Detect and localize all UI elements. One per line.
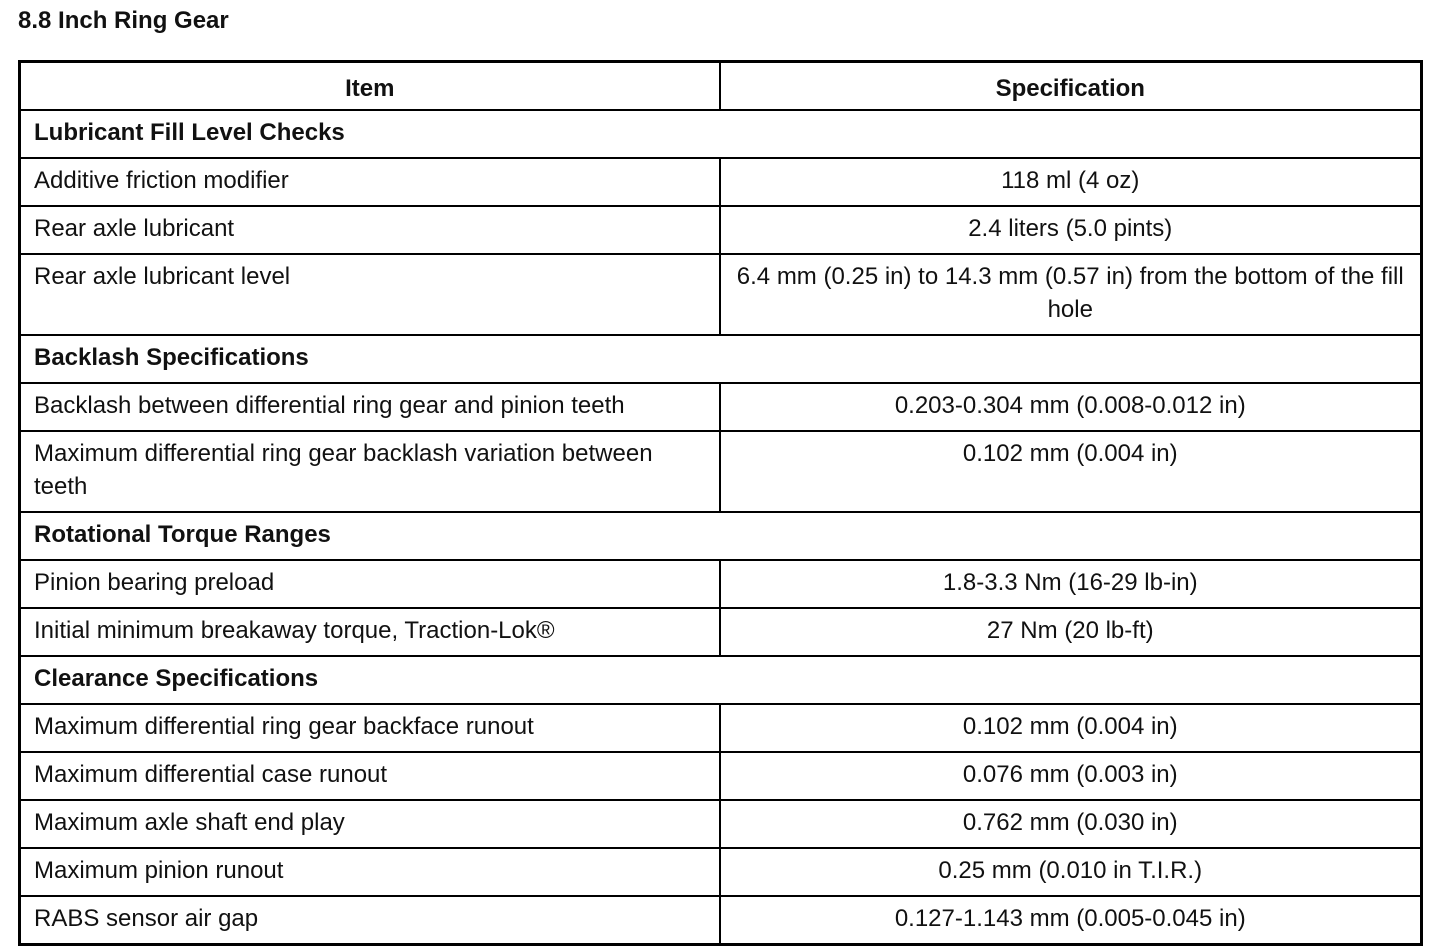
item-cell: Rear axle lubricant [20,206,720,254]
table-row [20,254,1422,335]
item-cell: Pinion bearing preload [20,560,720,608]
spec-cell: 2.4 liters (5.0 pints) [720,206,1422,254]
table-row [20,800,1422,848]
spec-cell: 0.25 mm (0.010 in T.I.R.) [720,848,1422,896]
section-heading: Clearance Specifications [20,656,1422,704]
section-heading: Lubricant Fill Level Checks [20,110,1422,158]
spec-cell: 0.076 mm (0.003 in) [720,752,1422,800]
item-cell: Additive friction modifier [20,158,720,206]
item-cell: Maximum differential ring gear backlash variation between teeth [20,431,720,512]
section-row-lubricant [20,110,1422,158]
table-row [20,383,1422,431]
spec-cell: 27 Nm (20 lb-ft) [720,608,1422,656]
page-title: 8.8 Inch Ring Gear [18,7,229,34]
column-header-specification: Specification [720,62,1422,111]
table-row [20,848,1422,896]
spec-cell: 118 ml (4 oz) [720,158,1422,206]
item-cell: Maximum differential case runout [20,752,720,800]
column-header-item: Item [20,62,720,111]
spec-cell: 6.4 mm (0.25 in) to 14.3 mm (0.57 in) from the bottom of the fill hole [720,254,1422,335]
spec-cell: 0.127-1.143 mm (0.005-0.045 in) [720,896,1422,945]
item-cell: RABS sensor air gap [20,896,720,945]
spec-table [18,60,1423,946]
table-row [20,560,1422,608]
table-header-row [20,62,1422,111]
spec-cell: 0.102 mm (0.004 in) [720,704,1422,752]
table-row [20,431,1422,512]
table-row [20,896,1422,945]
table-row [20,752,1422,800]
spec-cell: 0.203-0.304 mm (0.008-0.012 in) [720,383,1422,431]
section-row-torque [20,512,1422,560]
section-row-clearance [20,656,1422,704]
section-heading: Rotational Torque Ranges [20,512,1422,560]
item-cell: Backlash between differential ring gear and pinion teeth [20,383,720,431]
spec-cell: 1.8-3.3 Nm (16-29 lb-in) [720,560,1422,608]
table-row [20,206,1422,254]
table-row [20,158,1422,206]
item-cell: Maximum axle shaft end play [20,800,720,848]
table-row [20,704,1422,752]
section-row-backlash [20,335,1422,383]
item-cell: Rear axle lubricant level [20,254,720,335]
spec-cell: 0.762 mm (0.030 in) [720,800,1422,848]
item-cell: Maximum pinion runout [20,848,720,896]
section-heading: Backlash Specifications [20,335,1422,383]
spec-cell: 0.102 mm (0.004 in) [720,431,1422,512]
item-cell: Maximum differential ring gear backface runout [20,704,720,752]
item-cell: Initial minimum breakaway torque, Traction-Lok® [20,608,720,656]
table-row [20,608,1422,656]
